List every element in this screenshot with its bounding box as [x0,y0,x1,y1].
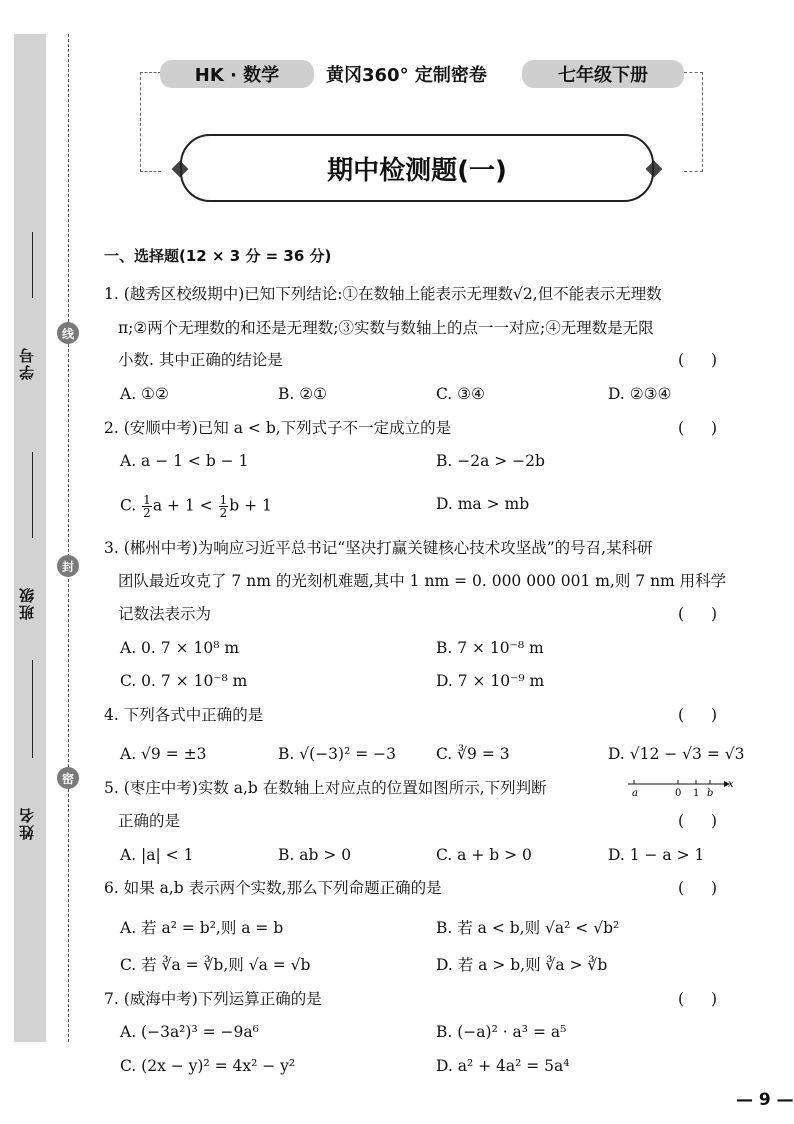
seal-close-mark: 密 [57,767,79,789]
subject-badge: HK · 数学 [160,60,314,88]
q6-option-d: D. 若 a > b,则 ∛a > ∛b [436,956,608,974]
q4-answer-paren[interactable]: ( ) [678,706,718,724]
q6-option-b: B. 若 a < b,则 √a² < √b² [436,919,620,937]
q2-option-a: A. a − 1 < b − 1 [120,452,249,470]
grade-badge: 七年级下册 [522,60,684,88]
name-line [32,660,33,758]
page-title: 期中检测题(一) [180,134,654,202]
page-number: — 9 — [736,1090,794,1110]
q5-option-c: C. a + b > 0 [436,846,532,864]
label-one: 1 [693,788,700,799]
q2-line-1: 2. (安顺中考)已知 a < b,下列式子不一定成立的是 [104,419,452,437]
q1-line-1: 1. (越秀区校级期中)已知下列结论:①在数轴上能表示无理数√2,但不能表示无理数 [104,285,662,303]
q3-option-b: B. 7 × 10⁻⁸ m [436,639,544,657]
q3-answer-paren[interactable]: ( ) [678,605,718,623]
q3-option-c: C. 0. 7 × 10⁻⁸ m [120,672,248,690]
q5-answer-paren[interactable]: ( ) [678,812,718,830]
q1-option-c: C. ③④ [436,385,485,403]
section-heading: 一、选择题(12 × 3 分 = 36 分) [104,247,332,265]
seal-line-mark: 线 [57,322,79,344]
header-dash-left [140,72,161,172]
q7-option-d: D. a² + 4a² = 5a⁴ [436,1057,570,1075]
q7-option-a: A. (−3a²)³ = −9a⁶ [120,1023,259,1041]
label-a: a [632,788,638,799]
q5-line-1: 5. (枣庄中考)实数 a,b 在数轴上对应点的位置如图所示,下列判断 [104,779,547,797]
q6-option-c: C. 若 ∛a = ∛b,则 √a = √b [120,956,311,974]
q6-line-1: 6. 如果 a,b 表示两个实数,那么下列命题正确的是 [104,879,442,897]
q4-line-1: 4. 下列各式中正确的是 [104,706,264,724]
q6-option-a: A. 若 a² = b²,则 a = b [120,919,284,937]
class-label: 班级 [18,586,36,620]
q3-line-3: 记数法表示为 [118,605,212,623]
q1-line-2: π;②两个无理数的和还是无理数;③实数与数轴上的点一一对应;④无理数是无限 [118,319,654,337]
q1-option-d: D. ②③④ [608,385,672,403]
q2-option-d: D. ma > mb [436,495,530,513]
q2-answer-paren[interactable]: ( ) [678,419,718,437]
label-x: x [728,779,734,790]
series-name: 黄冈360° 定制密卷 [326,65,487,86]
q7-answer-paren[interactable]: ( ) [678,990,718,1008]
cut-line [68,34,69,1042]
q1-option-a: A. ①② [120,385,169,403]
q5-option-b: B. ab > 0 [278,846,352,864]
q1-option-b: B. ②① [278,385,328,403]
q4-option-d: D. √12 − √3 = √3 [608,745,745,763]
q1-answer-paren[interactable]: ( ) [678,351,718,369]
q1-line-3: 小数. 其中正确的结论是 [118,351,283,369]
q3-line-2: 团队最近攻克了 7 nm 的光刻机难题,其中 1 nm = 0. 000 000 001 m,则 7 nm 用科学 [118,572,727,590]
name-label: 姓名 [18,806,36,840]
q7-line-1: 7. (威海中考)下列运算正确的是 [104,990,322,1008]
label-b: b [707,788,714,799]
q6-answer-paren[interactable]: ( ) [678,879,718,897]
q5-line-2: 正确的是 [118,812,181,830]
q3-line-1: 3. (郴州中考)为响应习近平总书记“坚决打赢关键核心技术攻坚战”的号召,某科研 [104,539,653,557]
q7-option-b: B. (−a)² · a³ = a⁵ [436,1023,567,1041]
header-dash-right [684,72,703,172]
q5-number-line [624,774,736,800]
seal-seal-mark: 封 [57,555,79,577]
q4-option-a: A. √9 = ±3 [120,745,207,763]
student-no-label: 学号 [18,346,36,380]
q4-option-b: B. √(−3)² = −3 [278,745,396,763]
q2-option-c: C. $\frac{1}{2}$ a + 1 < $\frac{1}{2}$ b + 1 [120,493,272,520]
label-zero: 0 [675,788,682,799]
q5-option-d: D. 1 − a > 1 [608,846,705,864]
binding-strip [14,34,46,1042]
q7-option-c: C. (2x − y)² = 4x² − y² [120,1057,296,1075]
student-no-line [32,232,33,298]
q3-option-a: A. 0. 7 × 10⁸ m [120,639,240,657]
q3-option-d: D. 7 × 10⁻⁹ m [436,672,545,690]
q2-option-b: B. −2a > −2b [436,452,545,470]
class-line [32,452,33,538]
q4-option-c: C. ∛9 = 3 [436,745,510,763]
q5-option-a: A. |a| < 1 [120,846,194,864]
